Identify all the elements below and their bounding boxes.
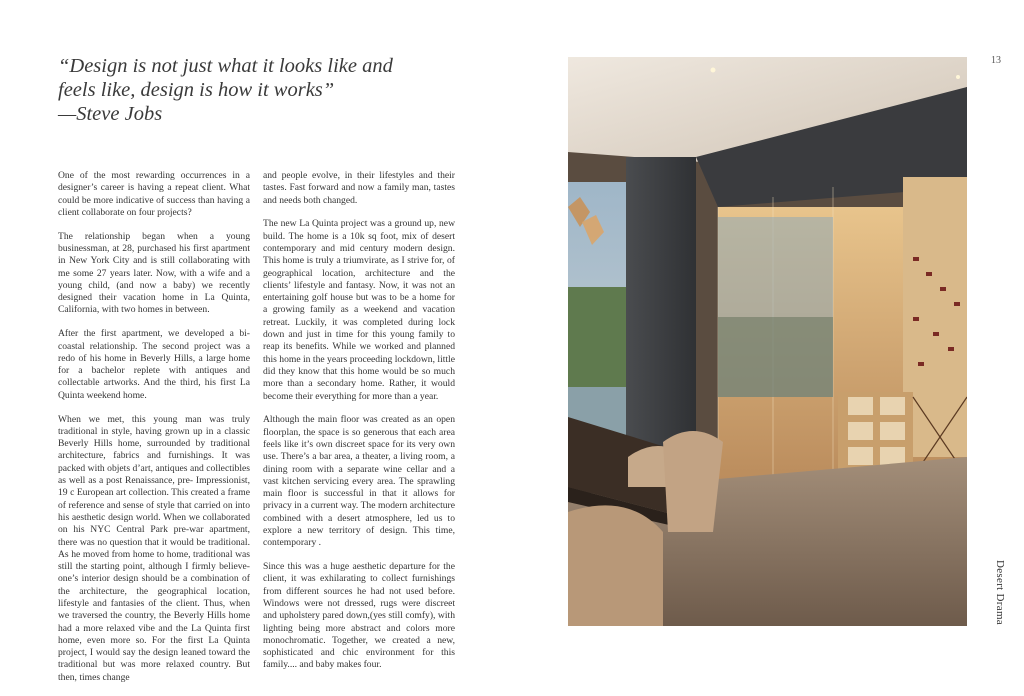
body-column-right — [263, 170, 455, 683]
paragraph: After the first apartment, we developed a bi-coastal relationship. The second project was a redo of his home in Beverly Hills, a large home for a bachelor replete with antiques and collectable artworks. And the third, his first La Quinta weekend home. — [58, 328, 250, 401]
quote-line-2: feels like, design is how it works” — [58, 79, 335, 101]
paragraph: Although the main floor was created as an open floorplan, the space is so generous that each area feels like it’s own discreet space for its very own use. There’s a bar area, a theater, a living room, a dining room with a separate wine cellar and a vast kitchen servicing every area. The sprawling main floor is successful in that it allows for privacy in a current way. The modern architecture combined with a desert atmosphere, led us to explore a new territory of design. This time, contemporary . — [263, 414, 455, 549]
paragraph: The new La Quinta project was a ground up, new build. The home is a 10k sq foot, mix of desert contemporary and mid century modern design. This home is truly a triumvirate, as I strive for, of geographical location, architecture and the clients’ lifestyle and fantasy. Now, it was not an entertaining golf house but was to be a home for a growing family as a weekend and vacation retreat. Luckily, it was completed during lock down and just in time for this young family to reap its benefits. While we worked and planned this home in the years proceeding lockdown, little did they know that this home would be so much more than a secondary home. Rather, it would become their everything for more than a year. — [263, 218, 455, 402]
paragraph: The relationship began when a young businessman, at 28, purchased his first apartment in New York City and is still collaborating with me some 27 years later. Now, with a wife and a young child, (and now a baby) we recently designed their vacation home in La Quinta, California, with two homes in between. — [58, 230, 250, 316]
paragraph: One of the most rewarding occurrences in a designer’s career is having a repeat client. What could be more indicative of success than having a client collaborate on four projects? — [58, 170, 250, 218]
interior-photo — [568, 57, 967, 626]
page-number: 13 — [991, 55, 1001, 66]
body-column-left — [58, 170, 250, 696]
quote-attribution: —Steve Jobs — [58, 103, 163, 125]
paragraph: and people evolve, in their lifestyles and their tastes. Fast forward and now a family man, tastes and needs both changed. — [263, 170, 455, 206]
pull-quote — [58, 54, 393, 126]
paragraph: When we met, this young man was truly traditional in style, having grown up in a classic Beverly Hills home, surrounded by traditional architecture, fabrics and furnishings. It was packed with objets d’art, antiques and collectibles as well as a post Renaissance, pre- Impressionist, 19 c European art collection. This created a frame of reference and sense of style that carried on into his aesthetic design world. When we collaborated on his NYC Central Park pre-war apartment, there was no question that it would be traditional. As he moved from home to home, traditional was still the starting point, although I firmly believe- one’s interior design should be a combination of the architecture, the geographical location, lifestyle and fantasies of the client. Thus, when we traversed the country, the Beverly Hills home had a more relaxed vibe and the La Quinta first home, even more so. For the first La Quinta project, I would say the design leaned toward the traditional but was more relaxed country. But then, times change — [58, 413, 250, 683]
quote-line-1: “Design is not just what it looks like and — [58, 55, 393, 77]
section-title: Desert Drama — [994, 560, 1006, 625]
paragraph: Since this was a huge aesthetic departure for the client, it was exhilarating to collect furnishings from different sources he had not used before. Windows were not dressed, rugs were discreet and upholstery pared down,(yes still comfy), with lighting being more abstract and colors more monochromatic. Together, we created a new, sophisticated and chic environment for this family.... and baby makes four. — [263, 561, 455, 671]
